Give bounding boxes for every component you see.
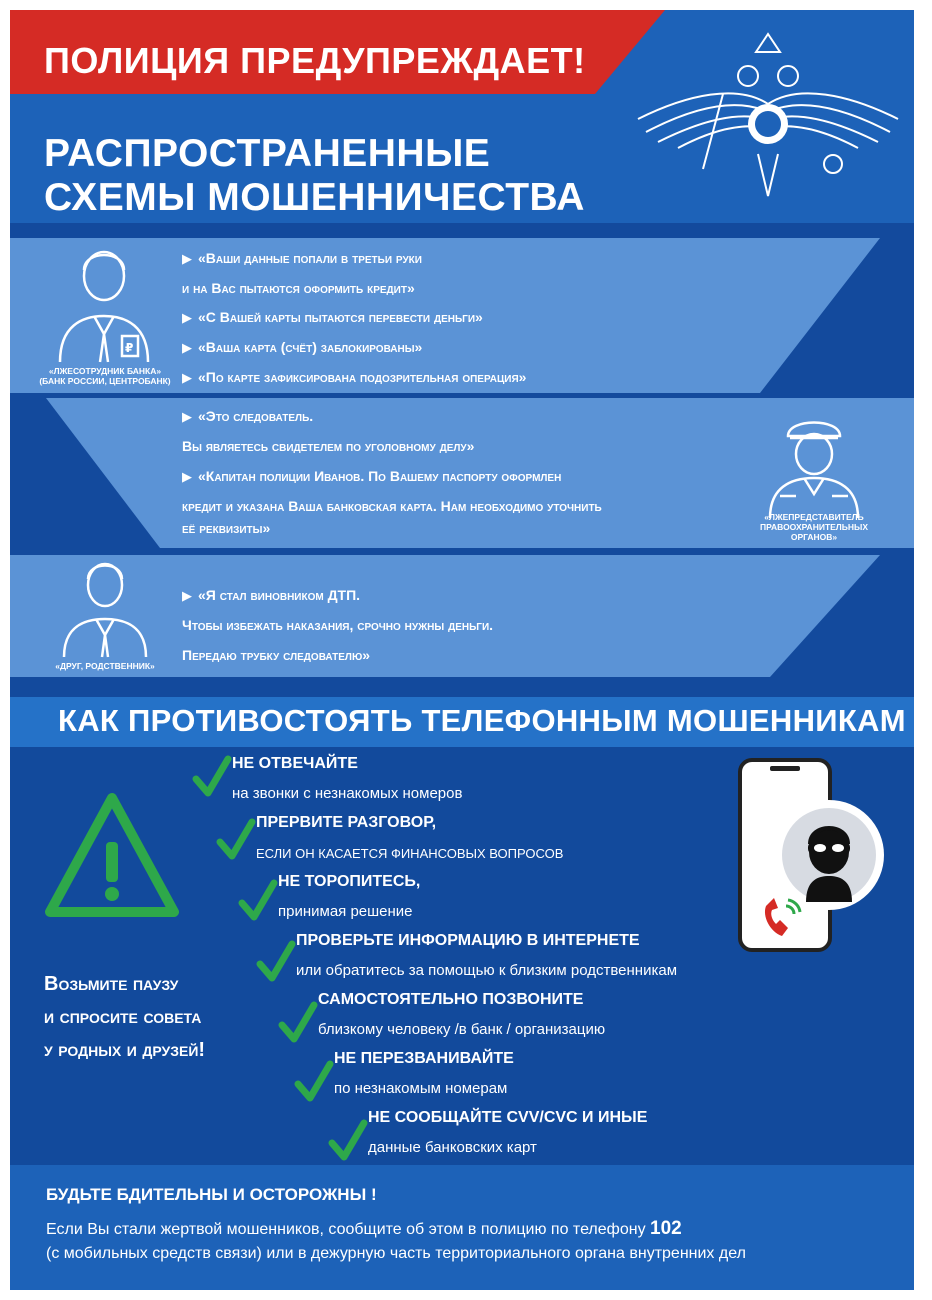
scheme-line-text: Передаю трубку следователю» [182,647,371,663]
scheme-line [182,369,526,386]
caption-line: «ЛЖЕСОТРУДНИК БАНКА» [48,366,162,376]
scheme-line-text: «По карте зафиксирована подозрительная операция» [198,369,527,385]
scheme-line-text: «Я стал виновником ДТП. [198,587,361,603]
check-icon [238,879,278,923]
police-officer-icon [766,412,862,520]
relative-caption [38,661,172,671]
tip-head: ПРЕРВИТЕ РАЗГОВОР, [256,814,437,831]
scheme-line-text: и на Вас пытаются оформить кредит» [182,280,415,296]
scheme-line [182,339,422,356]
bullet-icon: ▶ [182,588,192,603]
tip-head: НЕ СООБЩАЙТЕ CVV/CVC И ИНЫЕ [368,1109,648,1126]
footer-line-1 [46,1217,746,1242]
tip-head: САМОСТОЯТЕЛЬНО ПОЗВОНИТЕ [318,991,584,1008]
title-line-1: РАСПРОСТРАНЕННЫЕ [44,132,491,175]
tip-sub: данные банковских карт [368,1139,537,1156]
scheme-line-text: «Ваши данные попали в третьи руки [198,250,422,266]
scheme-line [182,280,415,296]
bullet-icon: ▶ [182,251,192,266]
footer-line-1-text: Если Вы стали жертвой мошенников, сообщите об этом в полицию по телефону [46,1221,646,1238]
scheme-line [182,438,474,454]
scheme-line-text: кредит и указана Ваша банковская карта. Нам необходимо уточнить [182,498,602,514]
counter-section-title: КАК ПРОТИВОСТОЯТЬ ТЕЛЕФОННЫМ МОШЕННИКАМ [58,703,906,738]
pause-line: и спросите совета [44,1006,202,1028]
police-phone-number: 102 [650,1218,682,1239]
relative-icon [60,557,150,659]
bank-employee-caption [38,366,172,386]
scheme-line-text: «С Вашей карты пытаются перевести деньги» [198,309,483,325]
scheme-line-text: Вы являетесь свидетелем по уголовному делу» [182,438,475,454]
caption-line: «ЛЖЕПРЕДСТАВИТЕЛЬ [764,512,864,522]
tip-sub: или обратитесь за помощью к близким родственникам [296,962,678,979]
bullet-icon: ▶ [182,340,192,355]
check-icon [328,1119,368,1163]
bank-employee-icon [54,244,154,364]
scheme-panel-police [10,398,914,548]
scheme-line [182,617,493,633]
police-officer-caption [754,512,874,542]
thief-icon [772,798,886,912]
scheme-line-text: её реквизиты» [182,520,271,536]
caption-line: (БАНК РОССИИ, ЦЕНТРОБАНК) [39,376,171,386]
tip-head: НЕ ТОРОПИТЕСЬ, [278,873,421,890]
check-icon [294,1060,334,1104]
scheme-line-text: «Ваша карта (счёт) заблокированы» [198,339,423,355]
scheme-line-text: «Капитан полиции Иванов. По Вашему паспорту оформлен [198,468,562,484]
pause-advice [44,968,205,1067]
caption-line: ПРАВООХРАНИТЕЛЬНЫХ [759,522,869,532]
police-emblem-icon [628,24,908,204]
footer-text [46,1217,746,1266]
check-icon [278,1001,318,1045]
check-icon [216,818,256,862]
tip-head: НЕ ПЕРЕЗВАНИВАЙТЕ [334,1050,514,1067]
caption-line: «ДРУГ, РОДСТВЕННИК» [55,661,155,671]
scheme-panel-relative [10,555,914,677]
warning-title: ПОЛИЦИЯ ПРЕДУПРЕЖДАЕТ! [44,40,586,81]
scheme-line [182,468,561,485]
tip-sub: по незнакомым номерам [334,1080,508,1097]
scheme-line [182,520,270,536]
tip-sub: принимая решение [278,903,413,920]
scheme-panel-bank [10,238,914,393]
tip-head: НЕ ОТВЕЧАЙТЕ [232,755,358,772]
scheme-line-text: «Это следователь. [198,408,314,424]
footer-title: БУДЬТЕ БДИТЕЛЬНЫ И ОСТОРОЖНЫ ! [46,1185,377,1204]
pause-line: Возьмите паузу [44,973,179,995]
footer-line-2: (с мобильных средств связи) или в дежурную часть территориального органа внутренних дел [46,1245,746,1262]
tip-sub: на звонки с незнакомых номеров [232,785,463,802]
scheme-line [182,309,483,326]
pause-line: у родных и друзей! [44,1039,206,1061]
tip-head: ПРОВЕРЬТЕ ИНФОРМАЦИЮ В ИНТЕРНЕТЕ [296,932,640,949]
scheme-line [182,647,370,663]
bullet-icon: ▶ [182,370,192,385]
caption-line: ОРГАНОВ» [790,532,838,542]
scheme-line [182,250,422,267]
scheme-line [182,408,313,425]
page-title [44,132,585,220]
title-line-2: СХЕМЫ МОШЕННИЧЕСТВА [44,176,585,219]
warning-triangle-icon [44,792,180,920]
bullet-icon: ▶ [182,469,192,484]
tip-sub: ЕСЛИ ОН КАСАЕТСЯ ФИНАНСОВЫХ ВОПРОСОВ [256,846,564,861]
scheme-line [182,587,360,604]
bullet-icon: ▶ [182,310,192,325]
tip-sub: близкому человеку /в банк / организацию [318,1021,606,1038]
bullet-icon: ▶ [182,409,192,424]
scheme-line [182,498,602,514]
svg-text:₽: ₽ [125,341,134,355]
counter-section-header [10,697,914,747]
poster [10,10,914,1290]
check-icon [256,940,296,984]
check-icon [192,755,232,799]
scheme-line-text: Чтобы избежать наказания, срочно нужны деньги. [182,617,494,633]
